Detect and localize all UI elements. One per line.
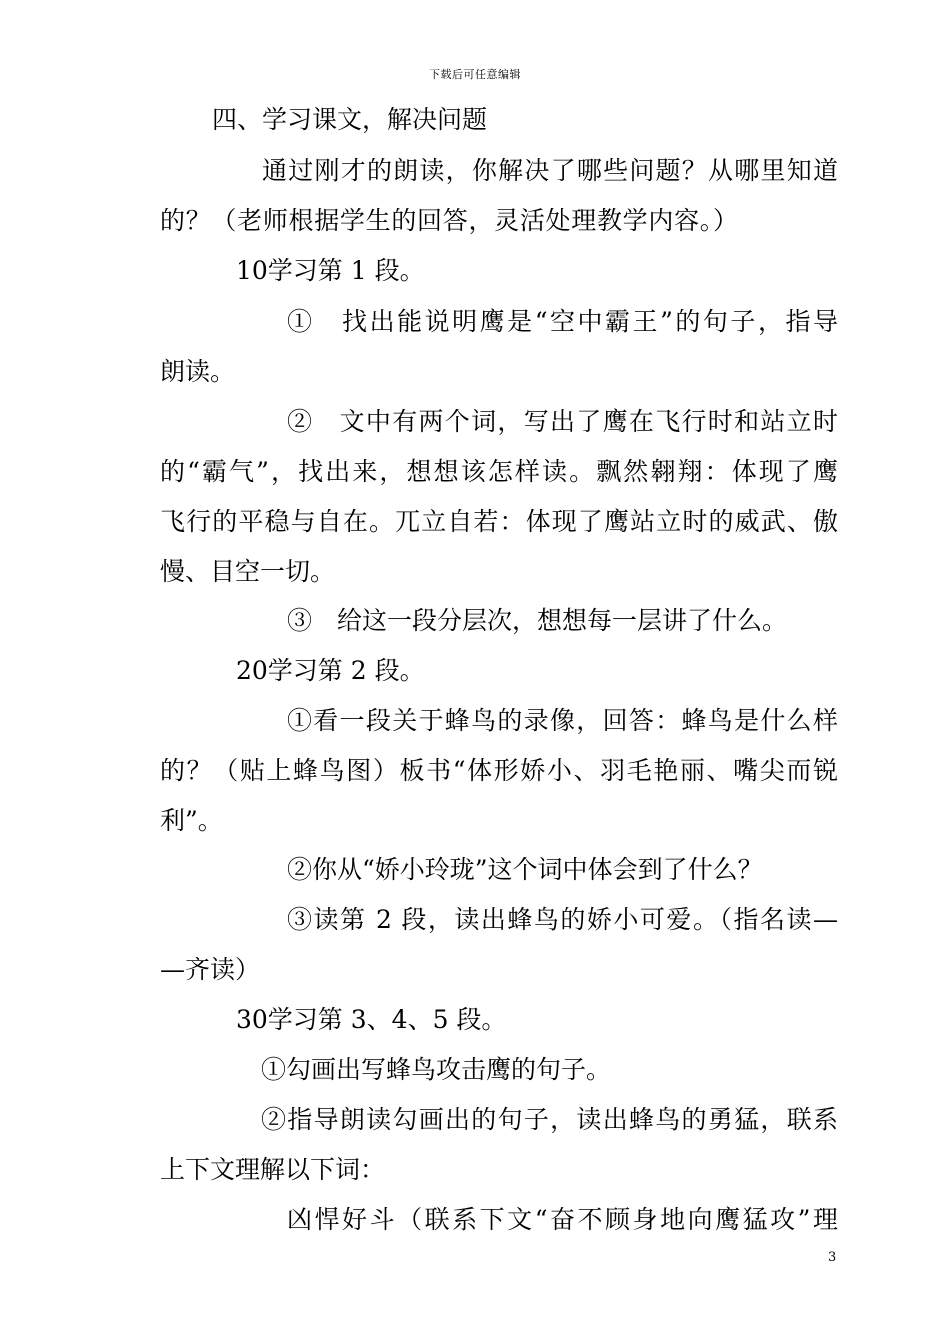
- page-number: 3: [828, 1250, 837, 1265]
- list-item-line: ②指导朗读勾画出的句子，读出蜂鸟的勇猛，联系: [261, 1105, 838, 1134]
- list-item-line: ③ 给这一段分层次，想想每一层讲了什么。: [287, 606, 788, 635]
- page-header: 下载后可任意编辑: [429, 68, 521, 81]
- section-heading: 四、学习课文，解决问题: [212, 105, 488, 134]
- paragraph-line: 凶悍好斗（联系下文“奋不顾身地向鹰猛攻”理: [287, 1205, 838, 1234]
- list-item-line: ③读第 2 段，读出蜂鸟的娇小可爱。（指名读—: [287, 905, 838, 934]
- list-item-line: 的？（贴上蜂鸟图）板书“体形娇小、羽毛艳丽、嘴尖而锐: [160, 756, 838, 785]
- subsection-heading: 30学习第 3、4、5 段。: [236, 1005, 507, 1034]
- list-item-line: ①看一段关于蜂鸟的录像，回答：蜂鸟是什么样: [287, 706, 838, 735]
- list-item-line: 飞行的平稳与自在。兀立自若：体现了鹰站立时的威武、傲: [160, 507, 838, 536]
- list-item-line: ① 找出能说明鹰是“空中霸王”的句子，指导: [287, 307, 838, 336]
- list-item-line: 上下文理解以下词：: [160, 1155, 386, 1184]
- list-item-line: ② 文中有两个词，写出了鹰在飞行时和站立时: [287, 407, 838, 436]
- paragraph-line: 的？（老师根据学生的回答，灵活处理教学内容。）: [160, 206, 738, 235]
- paragraph-line: 通过刚才的朗读，你解决了哪些问题？从哪里知道: [262, 156, 838, 185]
- list-item-line: 利”。: [160, 806, 223, 835]
- subsection-heading: 10学习第 1 段。: [236, 256, 425, 285]
- list-item-line: 的“霸气”，找出来，想想该怎样读。飘然翱翔：体现了鹰: [160, 457, 838, 486]
- subsection-heading: 20学习第 2 段。: [236, 656, 425, 685]
- list-item-line: ①勾画出写蜂鸟攻击鹰的句子。: [261, 1055, 612, 1084]
- list-item-line: ②你从“娇小玲珑”这个词中体会到了什么？: [287, 855, 763, 884]
- list-item-line: 朗读。: [160, 357, 236, 386]
- list-item-line: 慢、目空一切。: [160, 557, 336, 586]
- list-item-line: —齐读）: [160, 955, 261, 984]
